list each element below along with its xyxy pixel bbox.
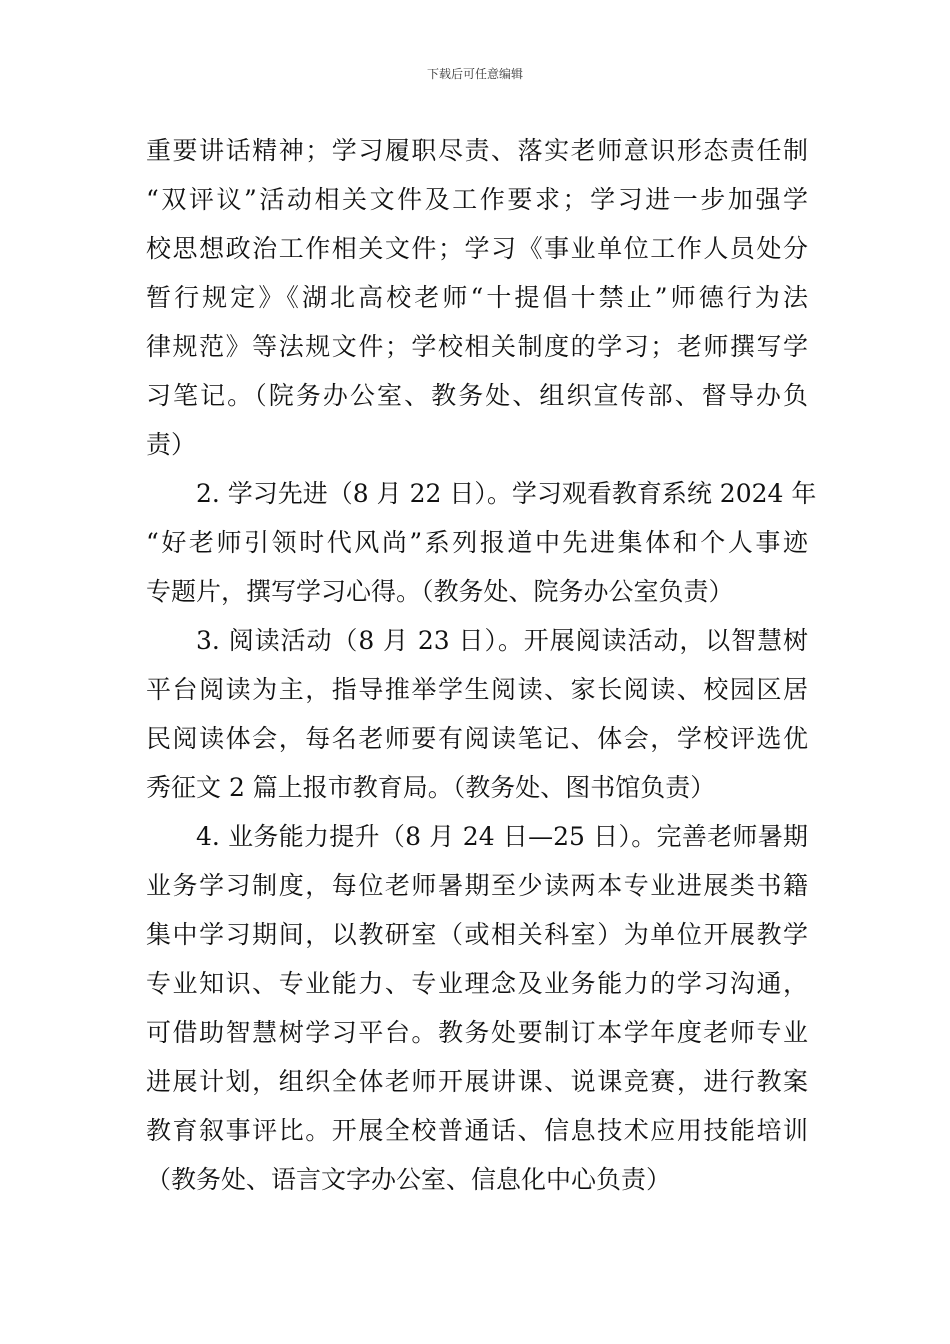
text-line: 重要讲话精神；学习履职尽责、落实老师意识形态责任制 (146, 136, 808, 165)
text-line: 可借助智慧树学习平台。教务处要制订本学年度老师专业 (146, 1018, 808, 1047)
text-line: 4. 业务能力提升（8 月 24 日—25 日）。完善老师暑期 (196, 822, 808, 851)
document-body (146, 126, 817, 1204)
text-line: 秀征文 2 篇上报市教育局。（教务处、图书馆负责） (146, 773, 716, 802)
text-line: 律规范》等法规文件；学校相关制度的学习；老师撰写学 (146, 332, 808, 361)
text-line: 专题片，撰写学习心得。（教务处、院务办公室负责） (146, 577, 734, 606)
paragraph-skill-improvement (146, 812, 808, 1204)
text-line: 业务学习制度，每位老师暑期至少读两本专业进展类书籍 (146, 871, 808, 900)
page-header: 下载后可任意编辑 (426, 67, 523, 81)
paragraph-study-documents (146, 126, 808, 469)
text-line: “好老师引领时代风尚”系列报道中先进集体和个人事迹 (146, 528, 808, 557)
text-line: 暂行规定》《湖北高校老师“十提倡十禁止”师德行为法 (146, 283, 808, 312)
paragraph-study-models (146, 469, 817, 616)
text-line: “双评议”活动相关文件及工作要求；学习进一步加强学 (146, 185, 808, 214)
paragraph-reading-activity (146, 616, 808, 812)
text-line: 平台阅读为主，指导推举学生阅读、家长阅读、校园区居 (146, 675, 808, 704)
text-line: 进展计划，组织全体老师开展讲课、说课竞赛，进行教案 (146, 1067, 808, 1096)
text-line: 集中学习期间，以教研室（或相关科室）为单位开展教学 (146, 920, 808, 949)
text-line: （教务处、语言文字办公室、信息化中心负责） (146, 1165, 672, 1194)
text-line: 2. 学习先进（8 月 22 日）。学习观看教育系统 2024 年 (196, 479, 817, 508)
text-line: 校思想政治工作相关文件；学习《事业单位工作人员处分 (146, 234, 808, 263)
text-line: 3. 阅读活动（8 月 23 日）。开展阅读活动，以智慧树 (196, 626, 808, 655)
text-line: 教育叙事评比。开展全校普通话、信息技术应用技能培训 (146, 1116, 808, 1145)
text-line: 专业知识、专业能力、专业理念及业务能力的学习沟通， (146, 969, 808, 998)
text-line: 责） (146, 430, 197, 459)
text-line: 民阅读体会，每名老师要有阅读笔记、体会，学校评选优 (146, 724, 808, 753)
text-line: 习笔记。（院务办公室、教务处、组织宣传部、督导办负 (146, 381, 808, 410)
